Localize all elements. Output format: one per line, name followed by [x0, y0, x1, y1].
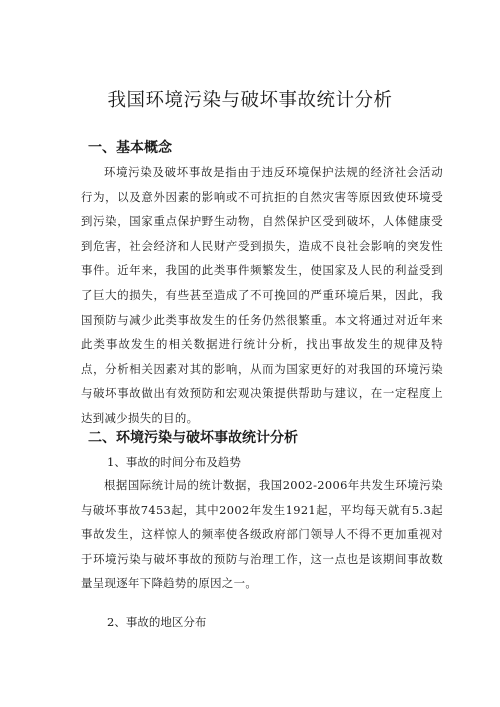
- subsection-heading-time-distribution: 1、事故的时间分布及趋势: [107, 455, 241, 469]
- paragraph-time-distribution: 根据国际统计局的统计数据，我国2002-2006年共发生环境污染与破坏事故7453起，其中2002年发生1921起，平均每天就有5.3起事故发生，这样惊人的频率使各级政府部门领导人不得不更加重视对于环境污染与破坏事故的预防与治理工作，这一点也是该期间事故数量呈现逐年下降趋势的原因之一。: [81, 478, 443, 591]
- document-title: 我国环境污染与破坏事故统计分析: [107, 90, 393, 111]
- section-heading-statistical-analysis: 二、环境污染与破坏事故统计分析: [88, 430, 298, 446]
- subsection-heading-regional-distribution: 2、事故的地区分布: [107, 615, 207, 629]
- section-heading-basic-concepts: 一、基本概念: [88, 140, 172, 156]
- paragraph-basic-concepts: 环境污染及破坏事故是指由于违反环境保护法规的经济社会活动行为，以及意外因素的影响或不可抗拒的自然灾害等原因致使环境受到污染，国家重点保护野生动物，自然保护区受到破坏，人体健康受到危害，社会经济和人民财产受到损失，造成不良社会影响的突发性事件。近年来，我国的此类事件频繁发生，使国家及人民的利益受到了巨大的损失，有些甚至造成了不可挽回的严重环境后果，因此，我国预防与减少此类事故发生的任务仍然很繁重。本文将通过对近年来此类事故发生的相关数据进行统计分析，找出事故发生的规律及特点，分析相关因素对其的影响，从而为国家更好的对我国的环境污染与破坏事故做出有效预防和宏观决策提供帮助与建议，在一定程度上达到减少损失的目的。: [81, 165, 443, 425]
